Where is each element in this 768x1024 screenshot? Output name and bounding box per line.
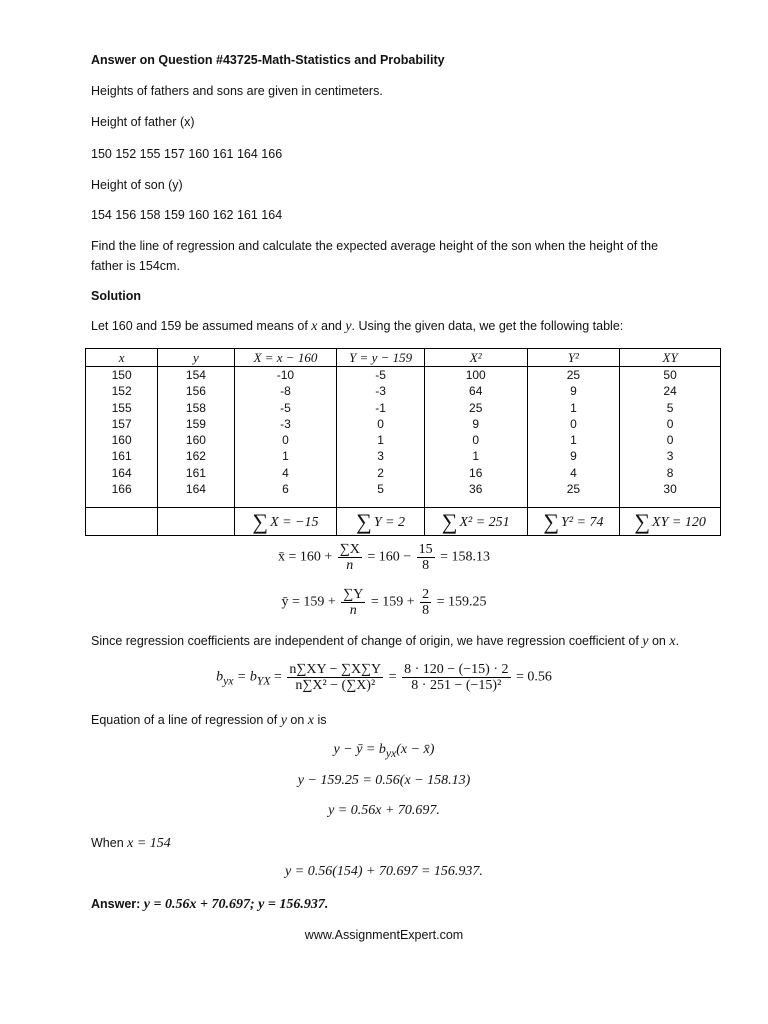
table-cell: 155 — [86, 400, 158, 416]
regression-line-text: Equation of a line of regression of y on x is — [91, 713, 327, 728]
table-cell: 9 — [527, 448, 620, 464]
table-cell: 5 — [337, 481, 425, 497]
sum-Y2-cell: ∑ Y² = 74 — [527, 508, 620, 536]
table-intro: Let 160 and 159 be assumed means of x and y. Using the given data, we get the following table: — [91, 319, 624, 334]
father-values: 150 152 155 157 160 161 164 166 — [91, 147, 283, 161]
sigma-symbol: ∑ — [441, 508, 458, 534]
table-cell: 161 — [86, 448, 158, 464]
equation-line-substituted: y − 159.25 = 0.56(x − 158.13) — [297, 773, 471, 788]
footer-website: www.AssignmentExpert.com — [304, 928, 464, 942]
table-cell: 5 — [620, 400, 721, 416]
table-cell: 1 — [424, 448, 527, 464]
table-cell: 158 — [158, 400, 234, 416]
equation-prediction: y = 0.56(154) + 70.697 = 156.937. — [285, 864, 483, 879]
table-cell: -1 — [337, 400, 425, 416]
table-cell: 1 — [234, 448, 337, 464]
table-cell: 24 — [620, 383, 721, 399]
table-cell: 0 — [527, 416, 620, 432]
father-label: Height of father (x) — [91, 115, 195, 129]
table-cell: 159 — [158, 416, 234, 432]
sum-Y-cell: ∑ Y = 2 — [337, 508, 425, 536]
table-cell: -5 — [337, 367, 425, 384]
table-cell: 64 — [424, 383, 527, 399]
sum-X-cell: ∑ X = −15 — [234, 508, 337, 536]
table-cell: 0 — [620, 432, 721, 448]
sigma-symbol: ∑ — [252, 508, 269, 534]
table-cell: 25 — [424, 400, 527, 416]
table-cell: 0 — [620, 416, 721, 432]
table-cell: 50 — [620, 367, 721, 384]
table-row — [86, 448, 721, 464]
table-cell: 4 — [527, 465, 620, 481]
table-sum-row — [86, 508, 721, 536]
table-cell: 4 — [234, 465, 337, 481]
header-y: y — [158, 349, 234, 367]
when-text: When x = 154 — [91, 836, 171, 851]
table-cell: 164 — [86, 465, 158, 481]
table-cell: 150 — [86, 367, 158, 384]
header-x: x — [86, 349, 158, 367]
table-cell: 25 — [527, 367, 620, 384]
table-cell: -3 — [234, 416, 337, 432]
table-cell: 1 — [527, 400, 620, 416]
table-cell: 162 — [158, 448, 234, 464]
table-cell: 8 — [620, 465, 721, 481]
equation-xbar: x̄ = 160 + $\frac{\sum X}{n}$ = 160 − $\frac{15}{8}$ = 158.13 — [277, 542, 491, 573]
table-cell: 9 — [527, 383, 620, 399]
solution-heading: Solution — [91, 289, 141, 303]
table-spacer-row — [86, 497, 721, 508]
table-cell: 154 — [158, 367, 234, 384]
equation-line-general: y − ȳ = $b_{yx}(x$ − x̄) — [333, 742, 435, 760]
intro-text: Heights of fathers and sons are given in centimeters. — [91, 84, 383, 98]
sum-X2-cell: ∑ X² = 251 — [424, 508, 527, 536]
table-cell: 160 — [86, 432, 158, 448]
data-table — [85, 348, 721, 536]
equation-ybar: ȳ = 159 + $\frac{\sum Y}{n}$ = 159 + $\frac{2}{8}$ = 159.25 — [281, 587, 487, 618]
table-cell: 152 — [86, 383, 158, 399]
document-title: Answer on Question #43725-Math-Statistics and Probability — [91, 53, 445, 67]
table-cell: 100 — [424, 367, 527, 384]
table-row — [86, 416, 721, 432]
table-row — [86, 367, 721, 384]
table-cell: 9 — [424, 416, 527, 432]
table-cell: 36 — [424, 481, 527, 497]
coefficient-text: Since regression coefficients are independent of change of origin, we have regression coefficient of y on x. — [91, 634, 680, 649]
table-cell: -3 — [337, 383, 425, 399]
table-cell: 161 — [158, 465, 234, 481]
table-header-row — [86, 349, 721, 367]
header-X: X = x − 160 — [234, 349, 337, 367]
table-cell: 2 — [337, 465, 425, 481]
table-cell: 6 — [234, 481, 337, 497]
table-cell: 160 — [158, 432, 234, 448]
equation-byx: $b_{yx} = b_{YX}$ = $\frac{n\sum XY - \sum X\sum Y}{\text{n∑X² − (∑X)²}}$ = $\frac{8 \cdot 120 - (-15) \cdot 2}{\text{8 · 251 − (−15)²}}$ = 0.56 — [216, 662, 552, 693]
sum-XY-cell: ∑ XY = 120 — [620, 508, 721, 536]
table-cell: 166 — [86, 481, 158, 497]
question-text: Find the line of regression and calculate the expected average height of the son when the height of the father is 154cm. — [91, 239, 659, 273]
table-row — [86, 400, 721, 416]
son-label: Height of son (y) — [91, 178, 183, 192]
sigma-symbol: ∑ — [356, 508, 372, 534]
table-cell: 0 — [424, 432, 527, 448]
sum-cell-empty — [86, 508, 158, 536]
table-row — [86, 465, 721, 481]
table-cell: -10 — [234, 367, 337, 384]
header-Y2: Y² — [527, 349, 620, 367]
table-cell: 16 — [424, 465, 527, 481]
sum-cell-empty — [158, 508, 234, 536]
table-row — [86, 432, 721, 448]
table-cell: 1 — [337, 432, 425, 448]
header-XY: XY — [620, 349, 721, 367]
table-cell: 157 — [86, 416, 158, 432]
table-cell: 3 — [620, 448, 721, 464]
table-cell: 0 — [234, 432, 337, 448]
header-X2: X² — [424, 349, 527, 367]
sigma-symbol: ∑ — [634, 508, 651, 534]
table-cell: 25 — [527, 481, 620, 497]
sigma-symbol: ∑ — [543, 508, 560, 534]
table-cell: 156 — [158, 383, 234, 399]
table-cell: 164 — [158, 481, 234, 497]
table-cell: -5 — [234, 400, 337, 416]
table-row — [86, 481, 721, 497]
table-row — [86, 383, 721, 399]
equation-line-final: y = 0.56x + 70.697. — [328, 803, 440, 818]
table-cell: 0 — [337, 416, 425, 432]
table-cell: -8 — [234, 383, 337, 399]
table-cell: 30 — [620, 481, 721, 497]
table-cell: 1 — [527, 432, 620, 448]
header-Y: Y = y − 159 — [337, 349, 425, 367]
son-values: 154 156 158 159 160 162 161 164 — [91, 208, 283, 222]
answer-line: Answer: y = 0.56x + 70.697; y = 156.937. — [91, 897, 329, 912]
table-cell: 3 — [337, 448, 425, 464]
